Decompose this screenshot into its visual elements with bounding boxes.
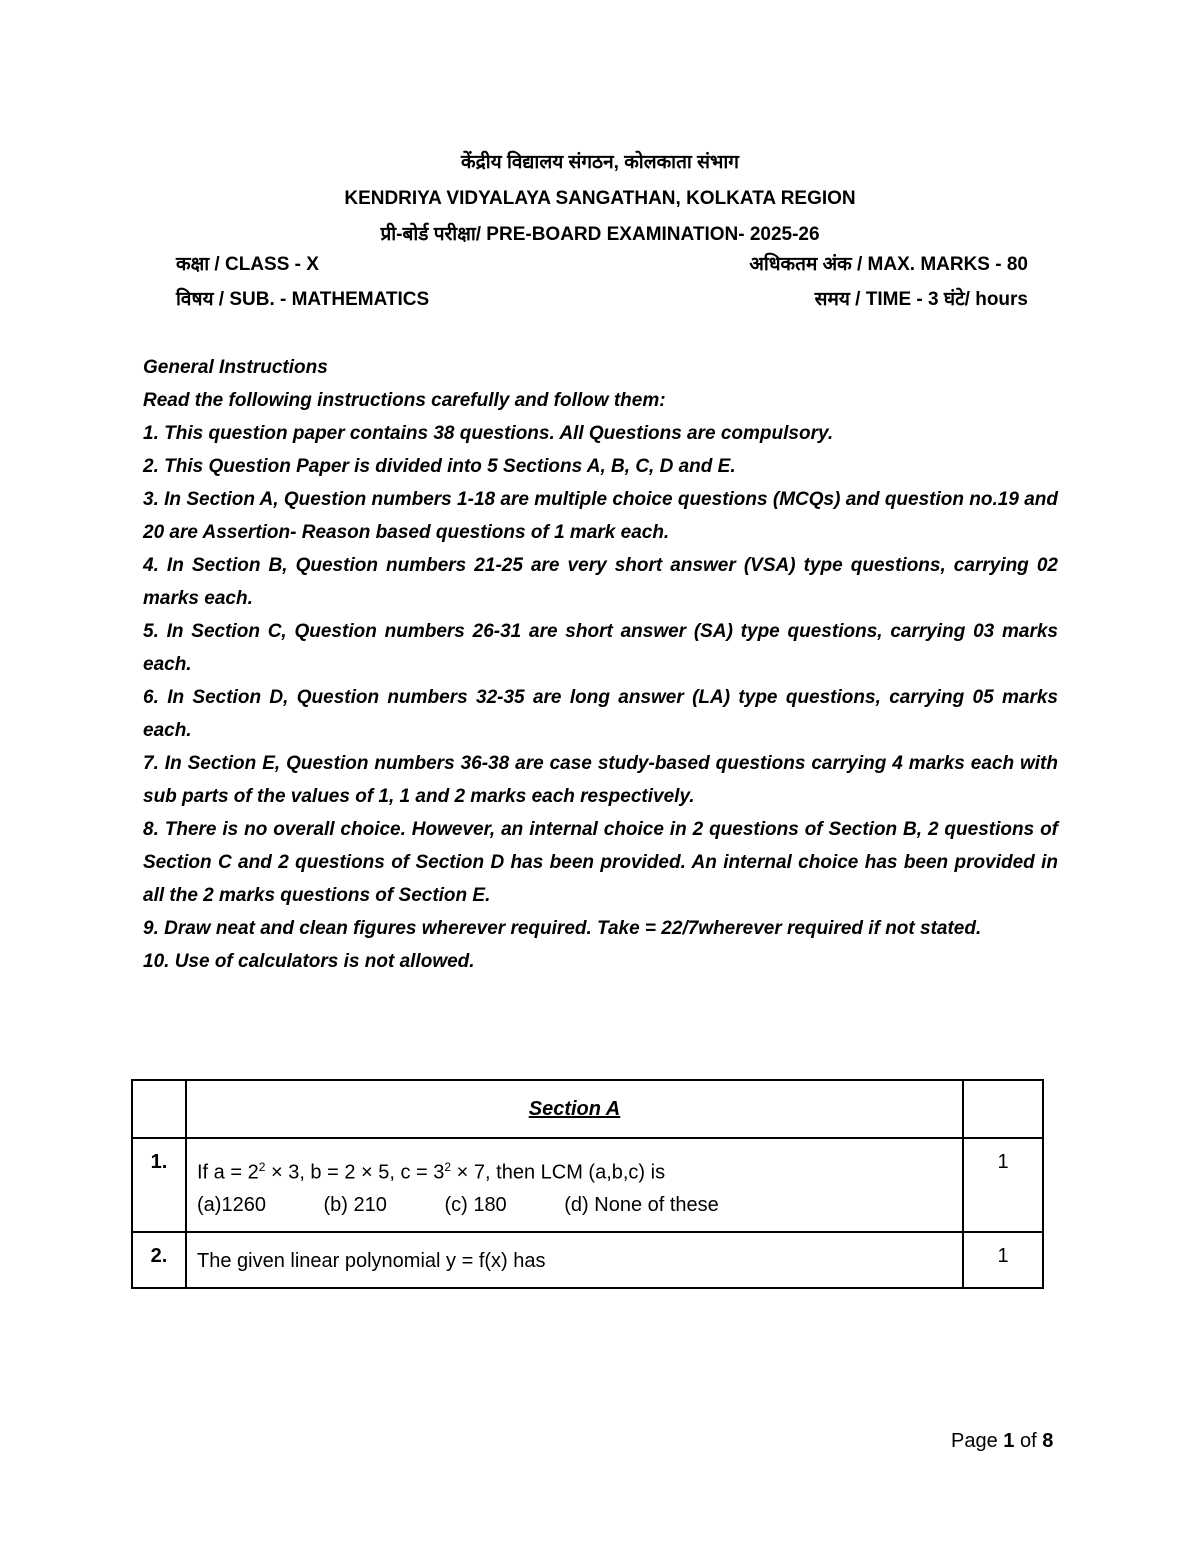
instructions-title: General Instructions [143,357,328,378]
page-current: 1 [1003,1430,1015,1452]
page-word: Page [951,1430,998,1452]
time-label: समय / TIME - 3 घंटे/ hours [814,289,1028,310]
hindi-organization-title: केंद्रीय विद्यालय संगठन, कोलकाता संभाग [461,152,739,173]
instruction-item: 9. Draw neat and clean figures wherever required. Take = 22/7wherever required if not stated. [143,918,982,939]
section-header-row [132,1080,1043,1138]
question-number: 1. [132,1138,186,1232]
instruction-item: 3. In Section A, Question numbers 1-18 are multiple choice questions (MCQs) and question no.19 and 20 are Assertion- Reason based questions of 1 mark each. [143,489,1058,543]
page-total: 8 [1042,1430,1054,1452]
question-number: 2. [132,1232,186,1288]
subject-label: विषय / SUB. - MATHEMATICS [176,289,430,310]
option-c: (c) 180 [444,1193,507,1216]
general-instructions [143,351,1058,978]
empty-cell [132,1080,186,1138]
option-d: (d) None of these [564,1193,719,1216]
option-a: (a)1260 [197,1193,266,1216]
meta-row-subject [176,283,1028,317]
instruction-item: 1. This question paper contains 38 questions. All Questions are compulsory. [143,423,834,444]
instruction-item: 2. This Question Paper is divided into 5 Sections A, B, C, D and E. [143,456,736,477]
question-text [186,1138,963,1232]
question-options [197,1189,952,1221]
question-marks: 1 [963,1138,1043,1232]
empty-cell [963,1080,1043,1138]
section-a-title: Section A [186,1080,963,1138]
instruction-item: 7. In Section E, Question numbers 36-38 are case study-based questions carrying 4 marks each with sub parts of the values of 1, 1 and 2 marks each respectively. [143,753,1058,807]
instruction-item: 5. In Section C, Question numbers 26-31 are short answer (SA) type questions, carrying 03 marks each. [143,621,1058,675]
questions-table [131,1079,1044,1289]
paper-header [0,145,1200,253]
instruction-item: 4. In Section B, Question numbers 21-25 are very short answer (VSA) type questions, carrying 02 marks each. [143,555,1058,609]
table-row [132,1138,1043,1232]
organization-title: KENDRIYA VIDYALAYA SANGATHAN, KOLKATA REGION [344,188,856,209]
option-b: (b) 210 [323,1193,387,1216]
table-row [132,1232,1043,1288]
instructions-intro: Read the following instructions carefully and follow them: [143,390,666,411]
question-stem: If $a = 2^2 \times 3$, b = 2 × 5, $c = 3^2 \times 7$, then LCM (a,b,c) is [197,1160,666,1184]
class-label: कक्षा / CLASS - X [176,254,319,275]
question-marks: 1 [963,1232,1043,1288]
of-word: of [1019,1430,1037,1452]
instruction-item: 6. In Section D, Question numbers 32-35 are long answer (LA) type questions, carrying 05 marks each. [143,687,1058,741]
page-footer [951,1430,1053,1453]
exam-title: प्री-बोर्ड परीक्षा/ PRE-BOARD EXAMINATION- 2025-26 [380,224,820,245]
meta-row-class [176,248,1028,282]
instruction-item: 8. There is no overall choice. However, an internal choice in 2 questions of Section B, 2 questions of Section C and 2 questions of Section D has been provided. An internal choice has been provided in all the 2 marks questions of Section E. [143,819,1058,906]
instruction-item: 10. Use of calculators is not allowed. [143,951,475,972]
question-text: The given linear polynomial y = f(x) has [186,1232,963,1288]
max-marks-label: अधिकतम अंक / MAX. MARKS - 80 [749,254,1028,275]
